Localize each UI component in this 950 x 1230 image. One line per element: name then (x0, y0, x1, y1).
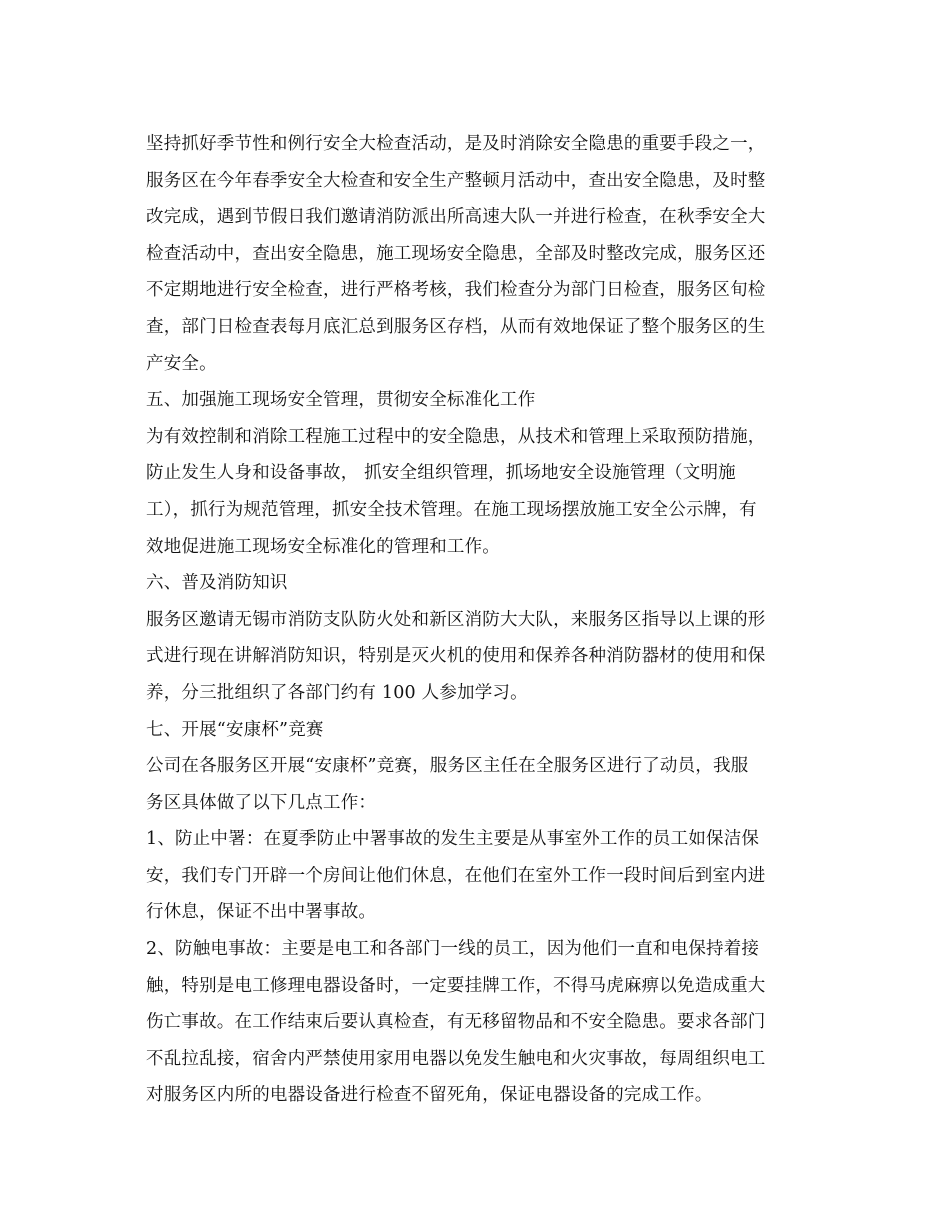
text-line: 效地促进施工现场安全标准化的管理和工作。 (146, 536, 500, 557)
text-line: 务区具体做了以下几点工作： (146, 792, 377, 813)
text-line: 养，分三批组织了各部门约有 100 人参加学习。 (146, 682, 528, 703)
text-line: 检查活动中，查出安全隐患，施工现场安全隐患，全部及时整改完成，服务区还 (146, 243, 766, 264)
text-line: 改完成，遇到节假日我们邀请消防派出所高速大队一并进行检查，在秋季安全大 (146, 207, 766, 228)
text-line: 不定期地进行安全检查，进行严格考核，我们检查分为部门日检查，服务区旬检 (146, 280, 766, 301)
text-line: 行休息，保证不出中署事故。 (146, 902, 377, 923)
text-line: 工），抓行为规范管理，抓安全技术管理。在施工现场摆放施工安全公示牌，有 (146, 499, 757, 520)
text-line: 为有效控制和消除工程施工过程中的安全隐患，从技术和管理上采取预防措施， (146, 426, 766, 447)
text-line: 安，我们专门开辟一个房间让他们休息，在他们在室外工作一段时间后到室内进 (146, 865, 766, 886)
text-line: 不乱拉乱接，宿舍内严禁使用家用电器以免发生触电和火灾事故，每周组织电工 (146, 1048, 766, 1069)
text-line: 伤亡事故。在工作结束后要认真检查，有无移留物品和不安全隐患。要求各部门 (146, 1012, 766, 1033)
text-line: 服务区在今年春季安全大检查和安全生产整顿月活动中，查出安全隐患，及时整 (146, 170, 766, 191)
text-line: 防止发生人身和设备事故， 抓安全组织管理，抓场地安全设施管理（文明施 (146, 463, 736, 484)
text-line: 坚持抓好季节性和例行安全大检查活动，是及时消除安全隐患的重要手段之一， (146, 134, 766, 154)
text-line: 式进行现在讲解消防知识，特别是灭火机的使用和保养各种消防器材的使用和保 (146, 646, 766, 667)
document-body (146, 126, 810, 1114)
text-line: 服务区邀请无锡市消防支队防火处和新区消防大大队，来服务区指导以上课的形 (146, 609, 766, 630)
text-line: 1、防止中署：在夏季防止中署事故的发生主要是从事室外工作的员工如保洁保 (146, 829, 760, 850)
text-line: 触，特别是电工修理电器设备时，一定要挂牌工作，不得马虎麻痹以免造成重大 (146, 975, 766, 996)
text-line: 查，部门日检查表每月底汇总到服务区存档，从而有效地保证了整个服务区的生 (146, 316, 766, 337)
section-heading: 六、普及消防知识 (146, 573, 288, 594)
text-line: 2、防触电事故：主要是电工和各部门一线的员工，因为他们一直和电保持着接 (146, 939, 760, 960)
text-line: 对服务区内所的电器设备进行检查不留死角，保证电器设备的完成工作。 (146, 1085, 713, 1106)
text-line: 产安全。 (146, 353, 217, 374)
section-heading: 七、开展“安康杯”竞赛 (146, 719, 324, 740)
section-heading: 五、加强施工现场安全管理，贯彻安全标准化工作 (146, 390, 536, 411)
text-line: 公司在各服务区开展“安康杯”竞赛，服务区主任在全服务区进行了动员，我服 (146, 756, 749, 777)
